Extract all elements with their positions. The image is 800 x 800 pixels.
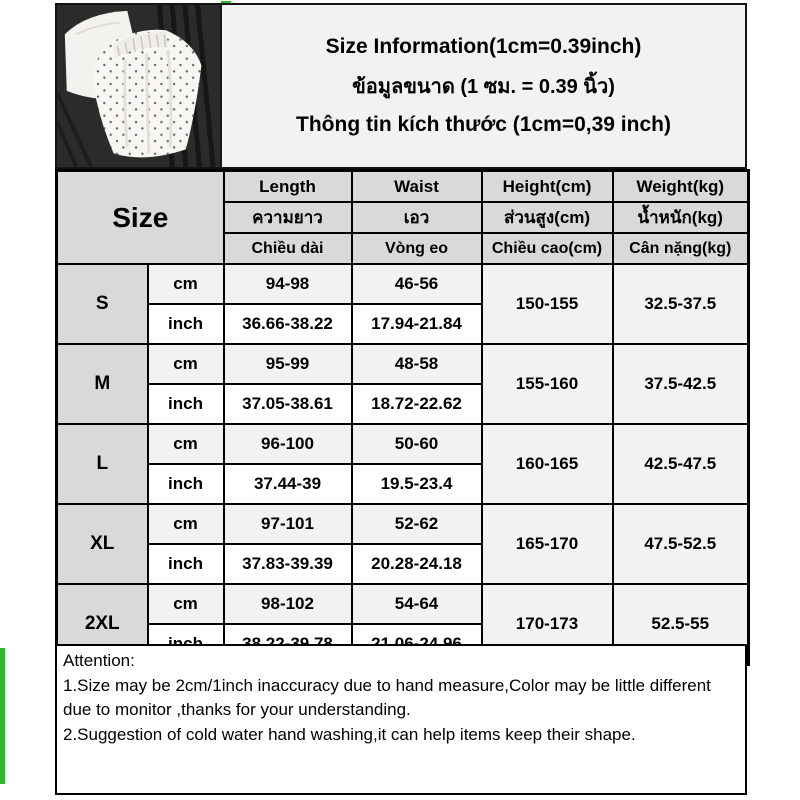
unit-inch: inch: [148, 464, 224, 504]
unit-inch: inch: [148, 304, 224, 344]
attention-title: Attention:: [63, 651, 135, 670]
l-height: 160-165: [482, 424, 613, 504]
col-height-th: ส่วนสูง(cm): [482, 202, 613, 233]
s-length-inch: 36.66-38.22: [224, 304, 352, 344]
size-information-title-box: [220, 3, 747, 169]
col-height-vi: Chiều cao(cm): [482, 233, 613, 264]
col-waist-th: เอว: [352, 202, 482, 233]
col-length-th: ความยาว: [224, 202, 352, 233]
size-label-2xl: 2XL: [57, 584, 148, 665]
m-length-cm: 95-99: [224, 344, 352, 384]
unit-cm: cm: [148, 264, 224, 304]
m-height: 155-160: [482, 344, 613, 424]
table-row-2xl-cm: [57, 584, 749, 624]
attention-note-1-cont: due to monitor ,thanks for your understanding.: [63, 700, 411, 719]
xl-length-cm: 97-101: [224, 504, 352, 544]
table-row-l-cm: [57, 424, 749, 464]
attention-note-2: 2.Suggestion of cold water hand washing,it can help items keep their shape.: [63, 724, 636, 744]
size-header-cell: Size: [57, 171, 224, 265]
col-weight-vi: Cân nặng(kg): [613, 233, 749, 264]
m-waist-cm: 48-58: [352, 344, 482, 384]
m-weight: 37.5-42.5: [613, 344, 749, 424]
l-length-inch: 37.44-39: [224, 464, 352, 504]
unit-cm: cm: [148, 424, 224, 464]
2xl-height: 170-173: [482, 584, 613, 665]
m-waist-inch: 18.72-22.62: [352, 384, 482, 424]
xl-length-inch: 37.83-39.39: [224, 544, 352, 584]
l-waist-cm: 50-60: [352, 424, 482, 464]
size-label-s: S: [57, 264, 148, 344]
xl-waist-cm: 52-62: [352, 504, 482, 544]
2xl-waist-cm: 54-64: [352, 584, 482, 624]
unit-cm: cm: [148, 344, 224, 384]
xl-waist-inch: 20.28-24.18: [352, 544, 482, 584]
m-length-inch: 37.05-38.61: [224, 384, 352, 424]
unit-inch: inch: [148, 384, 224, 424]
unit-cm: cm: [148, 584, 224, 624]
s-waist-inch: 17.94-21.84: [352, 304, 482, 344]
l-weight: 42.5-47.5: [613, 424, 749, 504]
size-label-m: M: [57, 344, 148, 424]
l-waist-inch: 19.5-23.4: [352, 464, 482, 504]
s-waist-cm: 46-56: [352, 264, 482, 304]
l-length-cm: 96-100: [224, 424, 352, 464]
attention-notes: [55, 644, 747, 795]
col-waist-en: Waist: [352, 171, 482, 203]
size-label-xl: XL: [57, 504, 148, 584]
s-length-cm: 94-98: [224, 264, 352, 304]
product-photo-image: [57, 5, 220, 167]
table-row-xl-cm: [57, 504, 749, 544]
s-height: 150-155: [482, 264, 613, 344]
header-row-english: [57, 171, 749, 203]
col-length-en: Length: [224, 171, 352, 203]
col-weight-th: น้ำหนัก(kg): [613, 202, 749, 233]
s-weight: 32.5-37.5: [613, 264, 749, 344]
unit-inch: inch: [148, 544, 224, 584]
2xl-length-cm: 98-102: [224, 584, 352, 624]
unit-cm: cm: [148, 504, 224, 544]
col-length-vi: Chiều dài: [224, 233, 352, 264]
size-label-l: L: [57, 424, 148, 504]
table-row-s-cm: [57, 264, 749, 304]
2xl-weight: 52.5-55: [613, 584, 749, 665]
title-vietnamese: Thông tin kích thước (1cm=0,39 inch): [296, 113, 671, 136]
col-weight-en: Weight(kg): [613, 171, 749, 203]
col-height-en: Height(cm): [482, 171, 613, 203]
size-chart-table: [55, 169, 750, 666]
table-row-m-cm: [57, 344, 749, 384]
xl-weight: 47.5-52.5: [613, 504, 749, 584]
attention-note-1: 1.Size may be 2cm/1inch inaccuracy due to hand measure,Color may be little different: [63, 675, 711, 695]
title-thai: ข้อมูลขนาด (1 ซม. = 0.39 นิ้ว): [352, 76, 615, 98]
title-english: Size Information(1cm=0.39inch): [325, 35, 642, 58]
left-edge-green-strip: [0, 648, 5, 784]
product-photo: [55, 3, 222, 169]
col-waist-vi: Vòng eo: [352, 233, 482, 264]
xl-height: 165-170: [482, 504, 613, 584]
